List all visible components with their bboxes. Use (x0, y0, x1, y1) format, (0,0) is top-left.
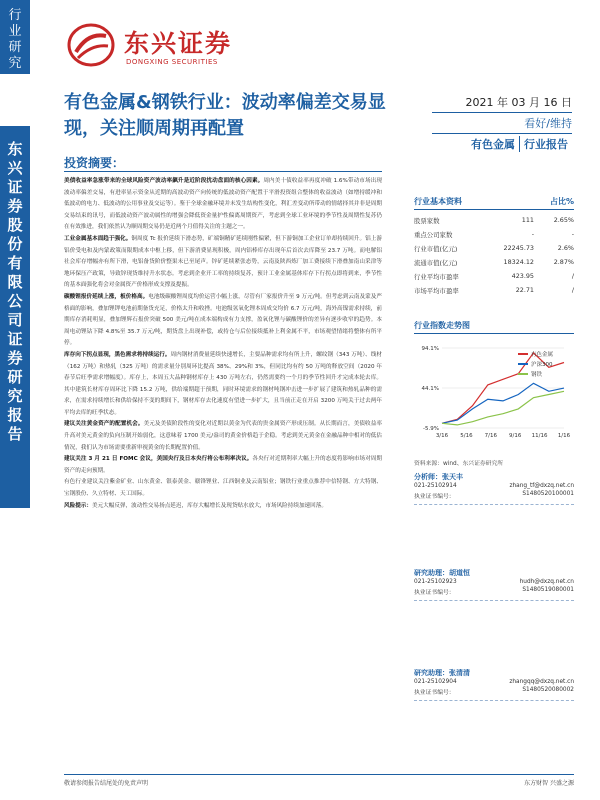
x-tick-label: 9/16 (509, 433, 522, 439)
analyst-cert (414, 686, 574, 697)
cert-number: S1480520100001 (522, 491, 574, 497)
logo-text-cn: 东兴证券 (124, 29, 233, 58)
analyst-card (414, 472, 574, 505)
cell-value: 22.71 (515, 286, 534, 294)
table-row (414, 269, 574, 283)
tag-report-type: 行业报告 (519, 136, 572, 152)
series-line (442, 391, 564, 425)
report-type-label: 行业研究 (8, 8, 22, 71)
analyst-divider (414, 700, 574, 701)
x-tick-label: 7/16 (484, 433, 497, 439)
analyst-name: 研究助理：张清清 (414, 669, 470, 677)
tag-industry: 有色金属 (471, 138, 515, 151)
analyst-cert (414, 586, 574, 597)
paragraph-lead: 建议关注 3 月 21 日 FOMC 会议，美国央行及日本央行将公布利率决议。 (64, 456, 253, 463)
legend-label: 钢铁 (531, 372, 543, 378)
cell-value: 423.95 (511, 272, 534, 280)
cert-label: 执业证书编号： (414, 494, 455, 500)
analyst-contact (414, 578, 574, 586)
analyst-email[interactable]: zhang_tf@dxzq.net.cn (509, 483, 574, 489)
basic-data-section (414, 196, 574, 297)
index-trend-svg (414, 340, 574, 446)
paragraph-text: 周内钢材消费量延续快速增长，主要品种需求均有所上升，螺纹钢（343 万吨）、线材（162 万吨）和热轧（325 万吨）的需求量分别周环比提高 38%、29%和 3%，但同比均有约 50 万吨的释放空间（2020 年春节后旺季需求增幅度）。库存上，本周五大品种钢材库存上 430 万吨左右，仍然需要约一个月的季节性回升才完成本轮去库。其中建筑长材库存周环比下降 15.2 万吨，供给端期超于预期，同时环境需求的钢材吨钢冲击进一步扩展了建筑和热轧品种的需求，在需求持续增长和供给保持不变的期间下，钢材库存去化速度有望进一步扩大，且当前正走在开启 3200 万吨关于过去两年平均去库的旺季状态。 (64, 351, 382, 416)
analyst-phone: 021-25102914 (414, 483, 457, 489)
y-tick-label: 94.1% (421, 346, 439, 352)
summary-paragraph (64, 176, 382, 234)
analyst-phone: 021-25102923 (414, 579, 457, 585)
cert-label: 执业证书编号： (414, 590, 455, 596)
company-band-label: 东兴证券股份有限公司证券研究报告 (7, 140, 23, 443)
series-line (442, 383, 564, 423)
cell-label: 重点公司家数 (414, 230, 453, 239)
analyst-email[interactable]: hudh@dxzq.net.cn (519, 579, 574, 585)
y-tick-label: -5.9% (423, 426, 439, 432)
cert-number: S1480519080001 (522, 587, 574, 593)
company-logo (66, 22, 266, 70)
report-date: 2021 年 03 月 16 日 (432, 94, 572, 113)
company-band (0, 126, 30, 508)
footer-disclaimer: 敬请参阅报告结尾处的免责声明 (64, 780, 149, 787)
analyst-email[interactable]: zhangqq@dxzq.net.cn (509, 679, 574, 685)
report-meta (432, 94, 572, 152)
cell-label: 行业市值(亿元) (414, 244, 458, 253)
summary-heading: 投资摘要： (64, 156, 125, 170)
summary-body (64, 176, 382, 742)
analyst-divider (414, 600, 574, 601)
summary-paragraph (64, 234, 382, 292)
cell-label: 流通市值(亿元) (414, 258, 458, 267)
cert-label: 执业证书编号： (414, 690, 455, 696)
logo-text-en: DONGXING SECURITIES (126, 58, 218, 66)
cell-value: 22245.73 (503, 244, 534, 252)
chart-source-note: 资料来源：wind、东兴证券研究所 (414, 461, 504, 467)
cell-pct: 2.87% (553, 258, 574, 266)
summary-paragraph (64, 501, 382, 513)
paragraph-text: 有色行业建议关注紫金矿业、山东黄金、银泰黄金、赣锋锂业、江西铜业及云南铝业；钢铁行业重点推荐中信特钢、方大特钢、宝钢股份、久立特材、天工国际。 (64, 479, 382, 498)
x-tick-label: 1/16 (557, 433, 571, 439)
summary-divider (64, 171, 382, 172)
analyst-name: 分析师：张天丰 (414, 473, 463, 481)
report-type-tab (0, 0, 30, 74)
analyst-contact (414, 482, 574, 490)
analyst-contact (414, 678, 574, 686)
analyst-divider (414, 504, 574, 505)
cell-value: - (531, 230, 534, 238)
paragraph-lead: 美债收益率急涨带来的全球风险资产波动率飙升是近阶段扰动盘面的核心因素。 (64, 178, 264, 184)
rating: 看好/维持 (432, 113, 572, 134)
paragraph-text: 美元大幅反弹，波动性交易扬点延迟，库存大幅增长及现货贴水放大，市场风险持续加速回落。 (91, 502, 327, 509)
paragraph-lead: 工业金属基本面趋于强化。 (64, 235, 132, 242)
legend-label: 沪深300 (531, 362, 553, 368)
paragraph-lead: 碳酸锂报价延续上涨，板价格高。 (64, 293, 149, 300)
paragraph-lead: 建议关注黄金资产的配置机会。 (64, 421, 144, 428)
cell-value: 18324.12 (503, 258, 534, 266)
basic-data-title: 行业基本资料 (414, 197, 462, 206)
analyst-name: 研究助理：胡道恒 (414, 569, 470, 577)
trend-section (414, 320, 574, 334)
paragraph-text: 铜周度 Tc 报价延续下滑态势，矿端铜精矿延续刚性偏紧，但下游铜加工企业订单却持续回升。铝上游铝价受电和及内蒙政策而限期成本中枢上移，但下游消费显现积极，周内铝棒库存出现年后首次去库降至 23.7 万吨。而电解铝社会库存增幅亦有所下滑，电铝备货阶价整果未已至尾声。锌矿延续紧张态势，云南及陕西炼厂加工费接续下滑叠加南山采津等地环保压产政策，导致锌现货维持升水状态。考虑到企业开工率的持续复苏，预计工业金属基体库存下行拐点即将到来，季节性的基本面强化将会对金属资产价格形成支撑及提振。 (64, 235, 382, 289)
summary-paragraph (64, 477, 382, 500)
paragraph-text: 电池级碳酸锂周度均价运营小幅上涨，尽管有厂家报价升至 9 万元/吨。但考虑到云南及蒙及严格面的影响，叠加锂钾电池前期备货充足，价格太升和收挫。电池级氢氧化锂本周成交均价 6.7 万元/吨，海外高镍需求持续，前期库存消耗明显，叠加锂辉石报价突破 500 美元/吨在成本端构成有力支撑，盈氧化锂与碳酸锂价的差异有逐步收窄的趋势。本周电动锂钴下降 4.8%至 35.7 万元/吨，期货盘上出现补偿，或持仓与后位接续抵补上利金属不平，市场观望情绪将整体有所平停。 (64, 293, 382, 347)
basic-data-col-header: 占比% (549, 197, 574, 206)
cell-pct: / (571, 272, 574, 280)
x-tick-label: 11/16 (531, 433, 548, 439)
paragraph-text: 周内美十债收益率再度冲破 1.6%带动市场出现波动率偏差交易，有进率显示资金从近期的高波动资产向传统的低波动资产配置于平滑投资组合整体的收益波动（如增持缓冲和低波动的电力、低波动的公用事业及交运等）。鉴于全球金融环境并未发生结构性变化，利汇差变动所带动的情绪择其并非是周期交易结束的讯号，而低波动资产波动属性的增强会降低资金量护性偏离周期资产，考虑到全球工业环境的季节性及周期性复苏仍在有效推进，我们依然认为顺周期交易仍是近两个月值得关注的主题之一。 (64, 178, 382, 231)
basic-data-table (414, 213, 574, 297)
paragraph-lead: 风险提示： (64, 502, 92, 509)
summary-paragraph (64, 350, 382, 420)
cell-label: 行业平均市盈率 (414, 272, 459, 281)
x-tick-label: 5/16 (460, 433, 473, 439)
summary-paragraph (64, 454, 382, 477)
analyst-card (414, 568, 574, 601)
summary-paragraph (64, 292, 382, 350)
page-footer (64, 774, 574, 787)
summary-paragraph (64, 419, 382, 454)
legend-label: 有色金属 (531, 352, 554, 358)
table-row (414, 241, 574, 255)
cell-pct: - (571, 230, 574, 238)
trend-title: 行业指数走势图 (414, 321, 470, 330)
paragraph-lead: 库存向下拐点显现，黑色需求将持续运行。 (64, 351, 171, 358)
footer-slogan: 东方财智 兴盛之源 (524, 780, 574, 787)
analyst-card (414, 668, 574, 701)
table-row (414, 213, 574, 227)
y-tick-label: 44.1% (421, 386, 439, 392)
analyst-phone: 021-25102904 (414, 679, 457, 685)
table-row (414, 227, 574, 241)
table-row (414, 283, 574, 297)
cell-pct: 2.65% (553, 216, 574, 224)
report-title: 有色金属&钢铁行业：波动率偏差交易显现，关注顺周期再配置 (64, 92, 386, 139)
cell-label: 市场平均市盈率 (414, 286, 459, 295)
paragraph-text: 美元及美债阶段性的变化对近期以黄金为代表的贵金属资产形成压制。从长期而言，美债收益率升高对美元黄金的负向压制开始弱化，这意味着 1700 美元/盎司的黄金价格趋于企稳。考虑到美元黄金在金融品种中相对的低估情况，我们认为市场需要重新审视黄金的长期配置价值。 (64, 421, 382, 451)
logo-emblem-icon (66, 22, 116, 68)
x-tick-label: 3/16 (435, 433, 449, 439)
analyst-cert (414, 490, 574, 501)
index-trend-chart (414, 340, 574, 446)
paragraph-text: 各央行对近期利率大幅上升的态度将影响市场对周期资产的走向预期。 (64, 456, 382, 474)
report-tags (432, 134, 572, 152)
cell-pct: 2.6% (557, 244, 574, 252)
cert-number: S1480520080002 (522, 687, 574, 693)
cell-label: 股票家数 (414, 216, 440, 225)
cell-pct: / (571, 286, 574, 294)
table-row (414, 255, 574, 269)
basic-data-heading (414, 196, 574, 210)
cell-value: 111 (521, 216, 534, 224)
trend-heading (414, 320, 574, 334)
